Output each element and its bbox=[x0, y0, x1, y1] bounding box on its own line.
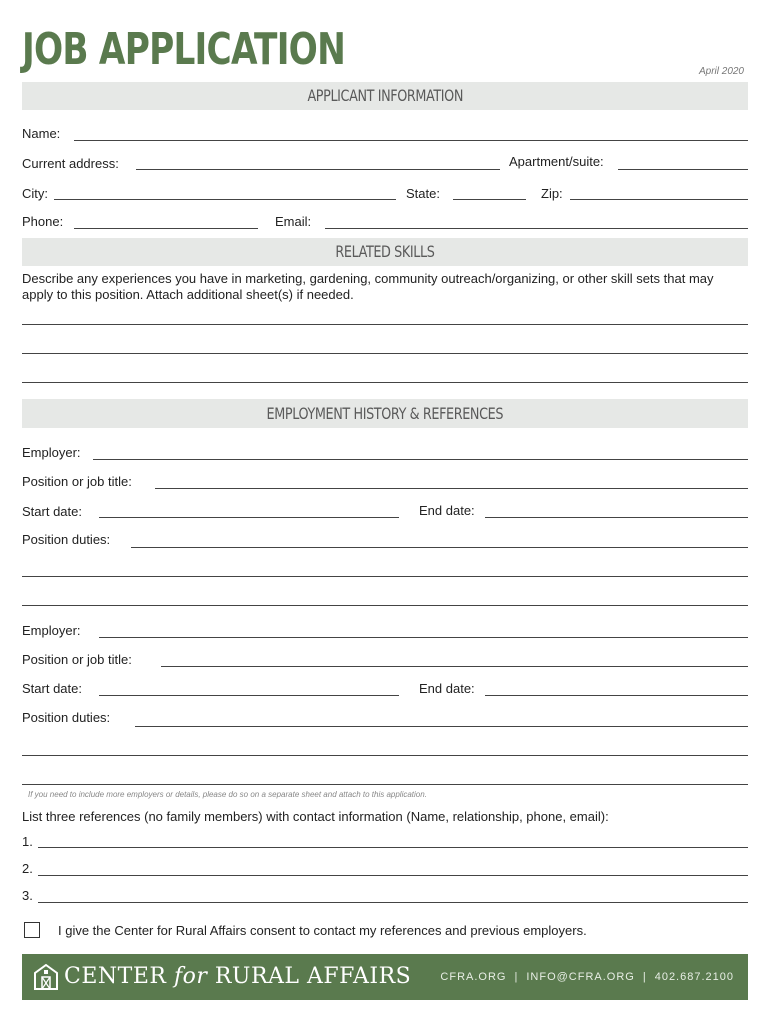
name-label: Name: bbox=[22, 126, 61, 141]
position-label: Position or job title: bbox=[22, 652, 132, 667]
email-label: Email: bbox=[275, 214, 312, 229]
position-duties-label: Position duties: bbox=[22, 532, 111, 547]
position-duties-field[interactable] bbox=[131, 547, 748, 548]
barn-logo-icon bbox=[34, 964, 58, 990]
skills-line[interactable] bbox=[22, 382, 748, 383]
section-applicant-information: APPLICANT INFORMATION bbox=[22, 82, 748, 110]
footer-contact: CFRA.ORG | INFO@CFRA.ORG | 402.687.2100 bbox=[440, 971, 734, 983]
end-date-field[interactable] bbox=[485, 517, 748, 518]
start-date-label: Start date: bbox=[22, 681, 82, 696]
position-label: Position or job title: bbox=[22, 474, 132, 489]
name-field[interactable] bbox=[74, 140, 748, 141]
phone-number: 402.687.2100 bbox=[654, 971, 734, 983]
form-date: April 2020 bbox=[698, 66, 744, 77]
state-label: State: bbox=[406, 186, 440, 201]
position-duties-label: Position duties: bbox=[22, 710, 111, 725]
consent-label: I give the Center for Rural Affairs consent to contact my references and previous employers. bbox=[58, 923, 587, 938]
current-address-label: Current address: bbox=[22, 156, 119, 171]
section-related-skills: RELATED SKILLS bbox=[22, 238, 748, 266]
skills-prompt: Describe any experiences you have in marketing, gardening, community outreach/organizing, or other skill sets that may apply to this position. Attach additional sheet(s) if needed. bbox=[22, 271, 714, 302]
footer-bar bbox=[22, 954, 748, 1000]
reference-number: 3. bbox=[22, 888, 33, 903]
employer-field[interactable] bbox=[99, 637, 748, 638]
city-label: City: bbox=[22, 186, 48, 201]
end-date-label: End date: bbox=[419, 503, 475, 518]
email-link[interactable]: INFO@CFRA.ORG bbox=[526, 971, 635, 983]
apartment-suite-label: Apartment/suite: bbox=[509, 154, 604, 169]
position-duties-line[interactable] bbox=[22, 605, 748, 606]
employer-field[interactable] bbox=[93, 459, 748, 460]
city-field[interactable] bbox=[54, 199, 396, 200]
phone-label: Phone: bbox=[22, 214, 64, 229]
reference-field-2[interactable] bbox=[38, 875, 748, 876]
state-field[interactable] bbox=[453, 199, 526, 200]
start-date-label: Start date: bbox=[22, 504, 82, 519]
additional-employers-note: If you need to include more employers or details, please do so on a separate sheet and attach to this application. bbox=[28, 790, 427, 799]
reference-field-1[interactable] bbox=[38, 847, 748, 848]
reference-number: 2. bbox=[22, 861, 33, 876]
references-prompt: List three references (no family members) with contact information (Name, relationship, phone, email): bbox=[22, 809, 609, 824]
reference-number: 1. bbox=[22, 834, 33, 849]
organization-logo-text: CENTER for RURAL AFFAIRS bbox=[64, 964, 412, 989]
end-date-field[interactable] bbox=[485, 695, 748, 696]
current-address-field[interactable] bbox=[136, 169, 500, 170]
zip-label: Zip: bbox=[541, 186, 563, 201]
zip-field[interactable] bbox=[570, 199, 748, 200]
position-duties-field[interactable] bbox=[135, 726, 748, 727]
end-date-label: End date: bbox=[419, 681, 475, 696]
skills-line[interactable] bbox=[22, 324, 748, 325]
apartment-suite-field[interactable] bbox=[618, 169, 748, 170]
email-field[interactable] bbox=[325, 228, 748, 229]
reference-field-3[interactable] bbox=[38, 902, 748, 903]
position-duties-line[interactable] bbox=[22, 755, 748, 756]
start-date-field[interactable] bbox=[99, 517, 399, 518]
page-title: JOB APPLICATION bbox=[22, 24, 346, 75]
position-field[interactable] bbox=[161, 666, 748, 667]
section-employment-history: EMPLOYMENT HISTORY & REFERENCES bbox=[22, 399, 748, 428]
start-date-field[interactable] bbox=[99, 695, 399, 696]
website-link[interactable]: CFRA.ORG bbox=[440, 971, 507, 983]
position-duties-line[interactable] bbox=[22, 576, 748, 577]
employer-label: Employer: bbox=[22, 623, 81, 638]
position-duties-line[interactable] bbox=[22, 784, 748, 785]
consent-checkbox[interactable] bbox=[24, 922, 40, 938]
position-field[interactable] bbox=[155, 488, 748, 489]
phone-field[interactable] bbox=[74, 228, 258, 229]
employer-label: Employer: bbox=[22, 445, 81, 460]
skills-line[interactable] bbox=[22, 353, 748, 354]
